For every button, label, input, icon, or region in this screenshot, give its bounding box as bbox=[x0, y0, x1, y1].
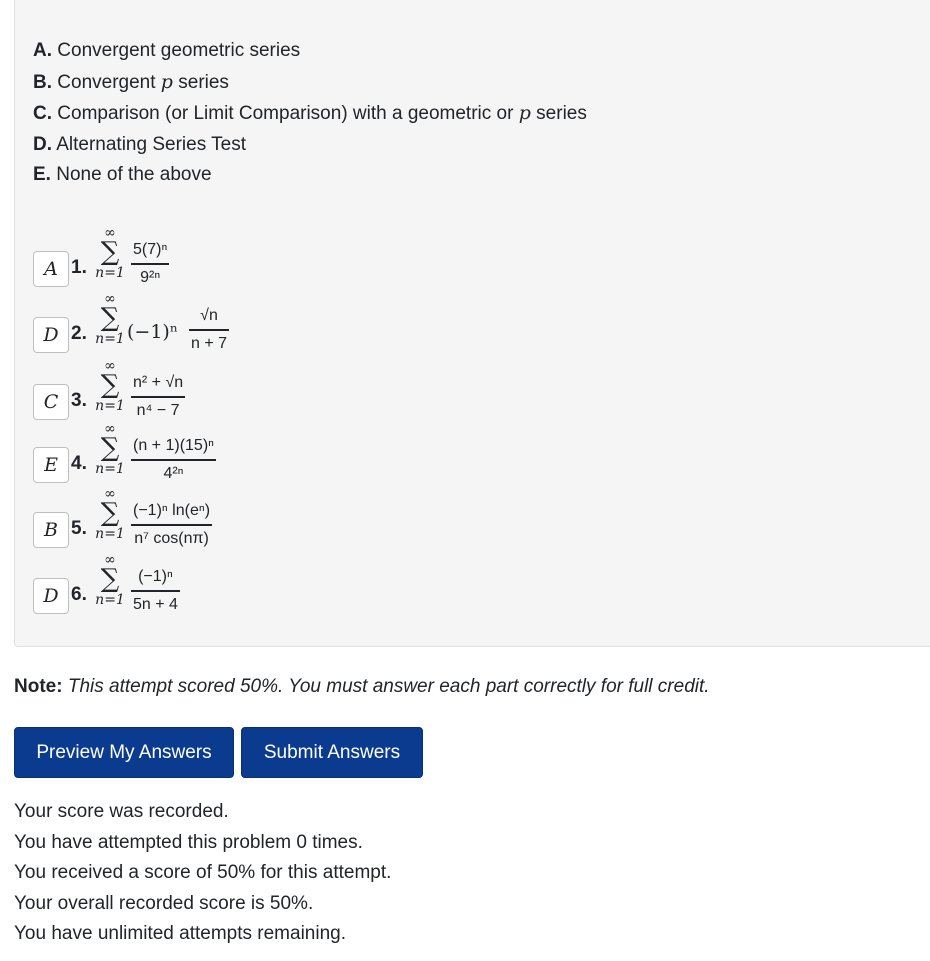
problem-number: 5. bbox=[71, 518, 87, 539]
sum-upper: ∞ bbox=[104, 552, 116, 568]
sum-upper: ∞ bbox=[104, 421, 116, 437]
fraction bbox=[189, 303, 229, 357]
option-a bbox=[33, 36, 587, 67]
status-line: You have unlimited attempts remaining. bbox=[14, 923, 346, 945]
answer-input-5[interactable]: B bbox=[33, 512, 69, 548]
sum-upper: ∞ bbox=[104, 486, 116, 502]
option-letter: B. bbox=[33, 71, 52, 93]
option-text: Convergent bbox=[57, 71, 156, 93]
numerator: (−1)ⁿ bbox=[138, 568, 173, 585]
sum-lower: n=1 bbox=[95, 398, 125, 414]
denominator: 9²ⁿ bbox=[140, 268, 161, 286]
sum-lower: n=1 bbox=[95, 461, 125, 477]
numerator: n² + √n bbox=[133, 374, 184, 391]
fraction bbox=[131, 433, 216, 487]
fraction bbox=[131, 564, 180, 618]
numerator: 5(7)ⁿ bbox=[133, 241, 168, 258]
denominator: n⁷ cos(nπ) bbox=[134, 529, 209, 547]
option-text: Comparison (or Limit Comparison) with a geometric or bbox=[57, 103, 514, 125]
numerator: √n bbox=[200, 307, 218, 324]
answer-input-6[interactable]: D bbox=[33, 578, 69, 614]
denominator: n + 7 bbox=[191, 334, 228, 352]
sigma-icon: ∑ bbox=[100, 303, 120, 333]
option-text: None of the above bbox=[56, 164, 212, 186]
sigma-icon: ∑ bbox=[100, 433, 120, 463]
score-note bbox=[14, 676, 710, 698]
numerator: (−1)ⁿ ln(eⁿ) bbox=[133, 502, 211, 519]
option-text: series bbox=[536, 103, 587, 125]
preview-answers-button[interactable]: Preview My Answers bbox=[14, 727, 234, 778]
problem-number: 1. bbox=[71, 257, 87, 278]
summation bbox=[95, 358, 125, 424]
sum-lower: n=1 bbox=[95, 526, 125, 542]
note-label: Note: bbox=[14, 676, 63, 697]
answer-input-4[interactable]: E bbox=[33, 447, 69, 483]
problem-number: 2. bbox=[71, 323, 87, 344]
fraction bbox=[131, 370, 185, 424]
sum-lower: n=1 bbox=[95, 592, 125, 608]
denominator: n⁴ − 7 bbox=[136, 401, 180, 419]
option-c bbox=[33, 98, 587, 130]
status-line: You have attempted this problem 0 times. bbox=[14, 831, 363, 853]
answer-input-3[interactable]: C bbox=[33, 384, 69, 420]
sum-upper: ∞ bbox=[104, 225, 116, 241]
summation bbox=[95, 486, 125, 552]
sigma-icon: ∑ bbox=[100, 564, 120, 594]
sigma-icon: ∑ bbox=[100, 370, 120, 400]
status-line: Your overall recorded score is 50%. bbox=[14, 892, 314, 914]
note-text: This attempt scored 50%. You must answer each part correctly for full credit. bbox=[67, 676, 710, 697]
submit-answers-button[interactable]: Submit Answers bbox=[241, 727, 423, 778]
option-text: series bbox=[178, 71, 229, 93]
option-letter: C. bbox=[33, 103, 52, 125]
math-p: p bbox=[160, 70, 173, 93]
score-status bbox=[14, 797, 391, 950]
option-text: Convergent geometric series bbox=[57, 40, 301, 61]
sum-lower: n=1 bbox=[95, 331, 125, 347]
answer-input-1[interactable]: A bbox=[33, 251, 69, 287]
numerator: (n + 1)(15)ⁿ bbox=[133, 437, 214, 454]
answer-input-2[interactable]: D bbox=[33, 317, 69, 353]
summation bbox=[95, 552, 125, 618]
sign-prefix: (−1)ⁿ bbox=[127, 321, 179, 343]
sum-upper: ∞ bbox=[104, 358, 116, 374]
answer-options-list bbox=[33, 36, 587, 191]
sum-lower: n=1 bbox=[95, 265, 125, 281]
sum-upper: ∞ bbox=[104, 291, 116, 307]
sigma-icon: ∑ bbox=[100, 237, 120, 267]
status-line: Your score was recorded. bbox=[14, 801, 229, 822]
denominator: 4²ⁿ bbox=[163, 464, 184, 482]
status-line: You received a score of 50% for this attempt. bbox=[14, 862, 392, 884]
option-text: Alternating Series Test bbox=[56, 133, 246, 155]
sigma-icon: ∑ bbox=[100, 498, 120, 528]
summation bbox=[95, 225, 125, 291]
option-e bbox=[33, 160, 587, 191]
math-p: p bbox=[518, 102, 531, 125]
option-letter: A. bbox=[33, 40, 52, 61]
fraction bbox=[131, 498, 212, 552]
option-letter: E. bbox=[33, 164, 51, 186]
denominator: 5n + 4 bbox=[133, 595, 178, 613]
fraction bbox=[131, 237, 169, 291]
problem-number: 6. bbox=[71, 584, 87, 605]
summation bbox=[95, 291, 125, 357]
summation bbox=[95, 421, 125, 487]
problem-number: 3. bbox=[71, 390, 87, 411]
problem-number: 4. bbox=[71, 453, 87, 474]
option-d bbox=[33, 130, 587, 161]
option-letter: D. bbox=[33, 133, 52, 155]
option-b bbox=[33, 67, 587, 99]
